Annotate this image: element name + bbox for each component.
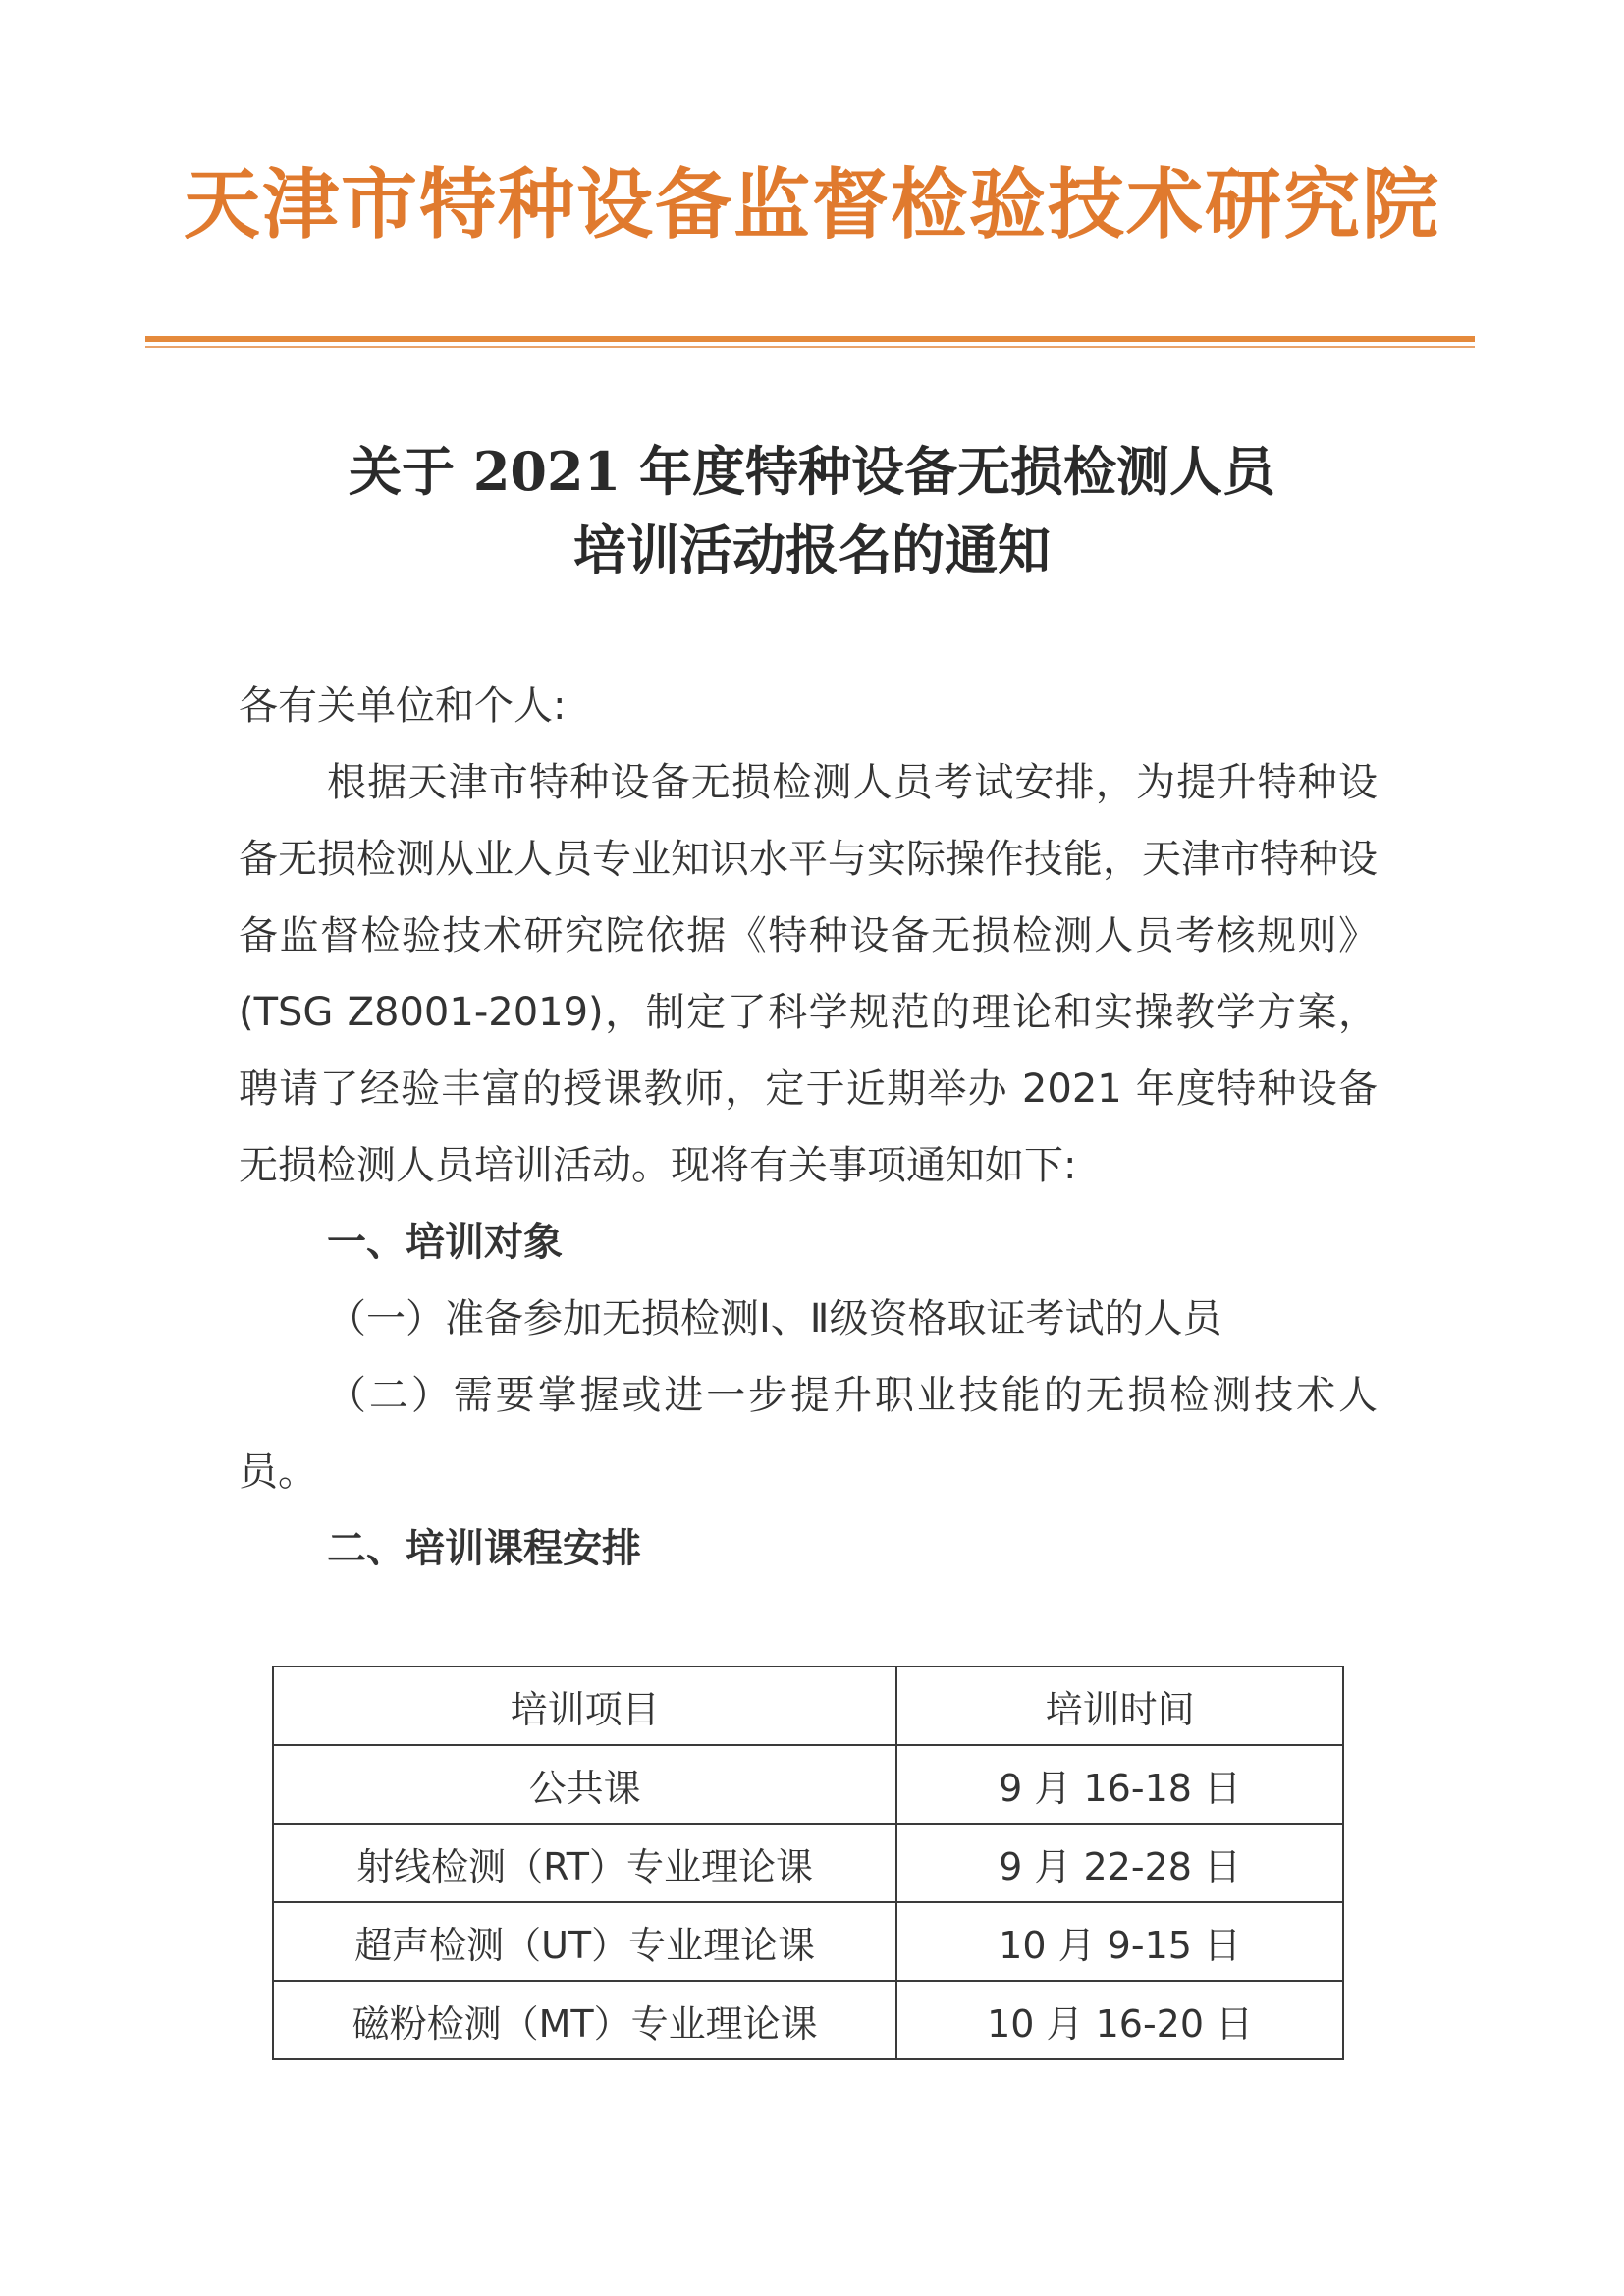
header-cell-time: 培训时间	[896, 1667, 1343, 1745]
audience-item-2: （二）需要掌握或进一步提升职业技能的无损检测技术人员。	[239, 1373, 1378, 1495]
table-cell-time: 10 月 16-20 日	[896, 1981, 1343, 2059]
organization-header: 天津市特种设备监督检验技术研究院	[183, 160, 1440, 249]
table-cell-item: 超声检测（UT）专业理论课	[273, 1902, 896, 1981]
table-cell-item: 磁粉检测（MT）专业理论课	[273, 1981, 896, 2059]
schedule-table	[272, 1666, 1344, 2060]
table-row	[273, 1902, 1343, 1981]
document-title	[147, 432, 1477, 589]
title-line-2: 培训活动报名的通知	[573, 519, 1051, 581]
audience-item-1: （一）准备参加无损检测Ⅰ、Ⅱ级资格取证考试的人员	[327, 1296, 1222, 1341]
intro-paragraph: 根据天津市特种设备无损检测人员考试安排，为提升特种设备无损检测从业人员专业知识水平与实际操作技能，天津市特种设备监督检验技术研究院依据《特种设备无损检测人员考核规则》(TSG Z8001-2019)，制定了科学规范的理论和实操教学方案，聘请了经验丰富的授课教师，定于近期举办 2021 年度特种设备无损检测人员培训活动。现将有关事项通知如下:	[239, 760, 1378, 1188]
document-body	[239, 668, 1378, 1587]
header-divider	[145, 336, 1475, 342]
table-cell-item: 公共课	[273, 1745, 896, 1824]
table-row	[273, 1745, 1343, 1824]
table-cell-item: 射线检测（RT）专业理论课	[273, 1824, 896, 1902]
table-header-row	[273, 1667, 1343, 1745]
table-cell-time: 9 月 16-18 日	[896, 1745, 1343, 1824]
table-cell-time: 10 月 9-15 日	[896, 1902, 1343, 1981]
table-cell-time: 9 月 22-28 日	[896, 1824, 1343, 1902]
salutation: 各有关单位和个人:	[239, 683, 567, 729]
section-heading-audience: 一、培训对象	[327, 1220, 563, 1265]
title-line-1: 关于 2021 年度特种设备无损检测人员	[349, 440, 1275, 503]
section-heading-schedule: 二、培训课程安排	[327, 1526, 641, 1571]
header-cell-item: 培训项目	[273, 1667, 896, 1745]
header-divider-thin	[145, 346, 1475, 348]
table-row	[273, 1981, 1343, 2059]
table-row	[273, 1824, 1343, 1902]
